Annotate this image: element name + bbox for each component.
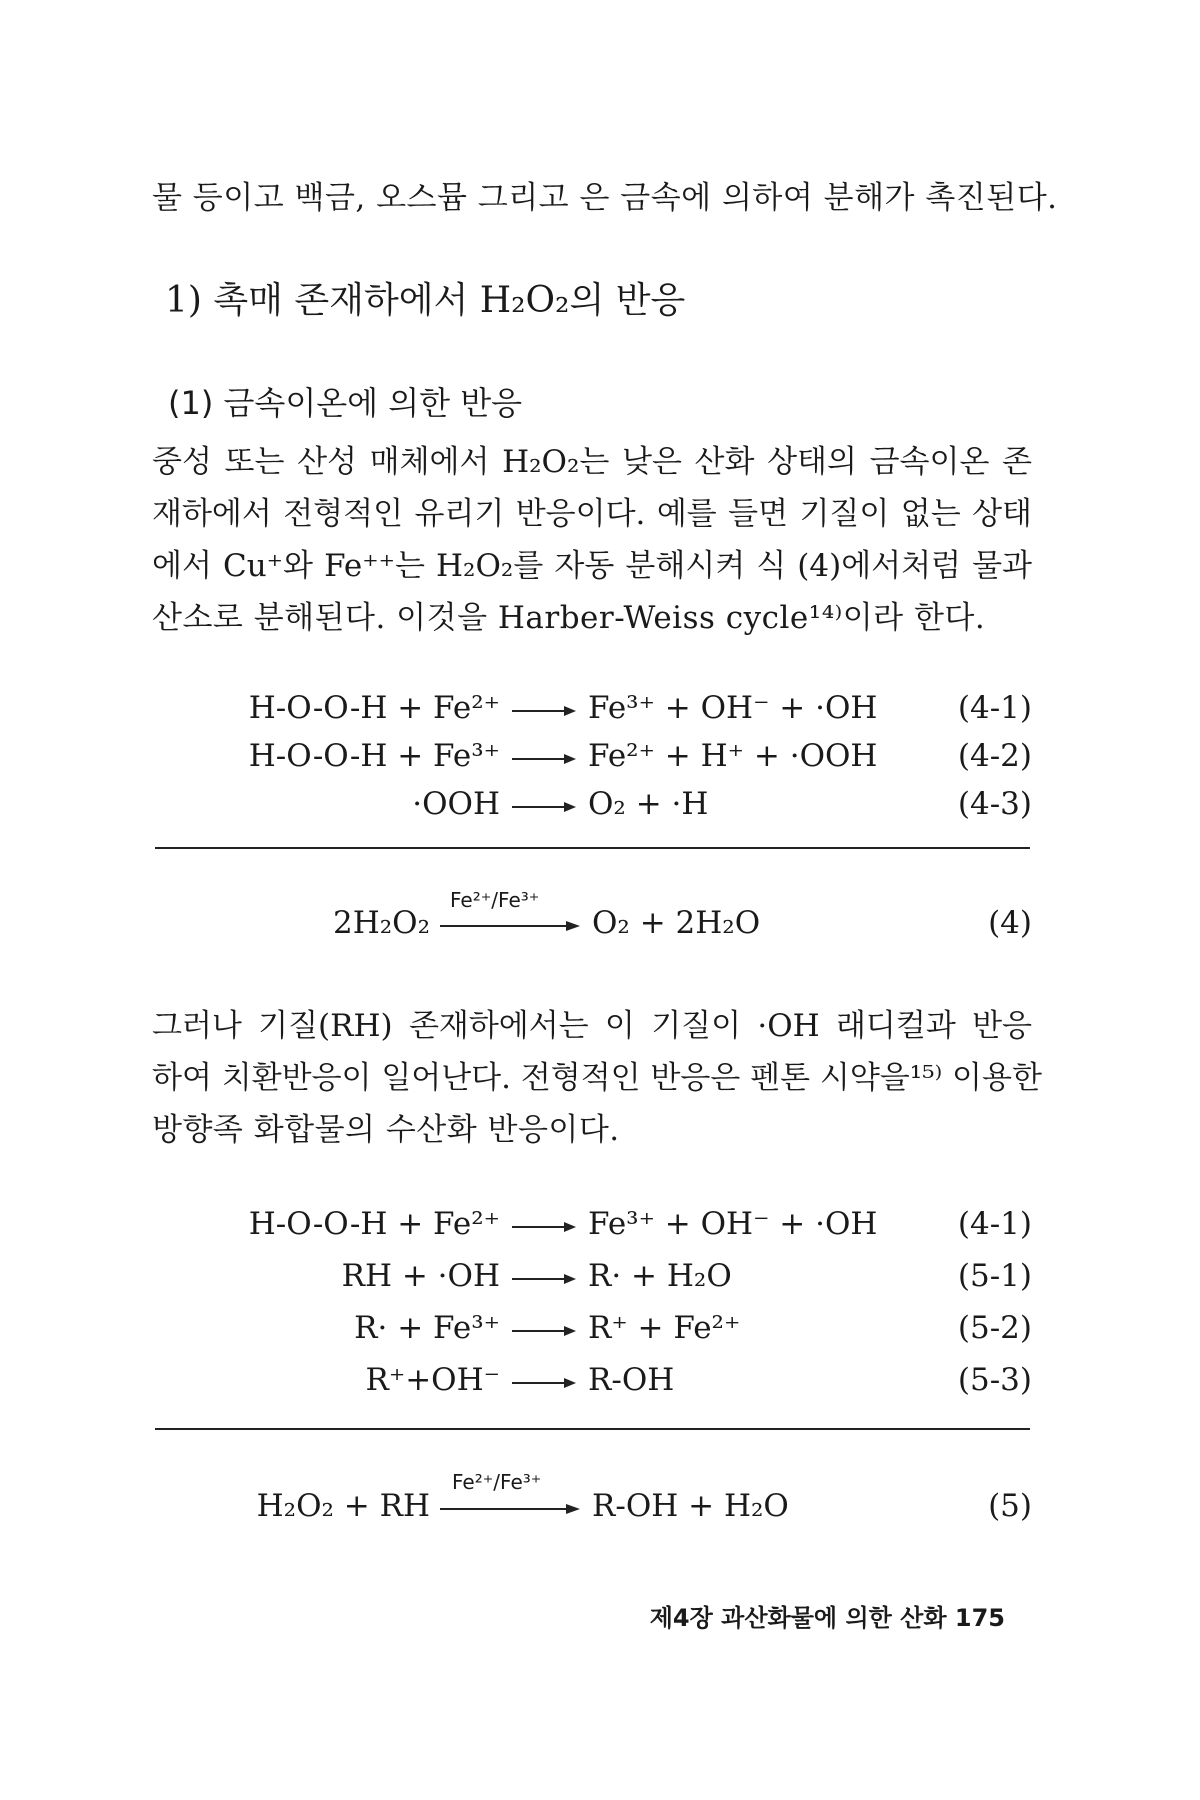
equation-number: (4-3) [957,786,1032,822]
reaction-arrow-icon [512,1206,576,1246]
equation-5-2-rhs: R⁺ + Fe²⁺ [588,1310,741,1346]
equation-5-1-lhs: RH + ·OH [341,1258,500,1294]
equation-divider [155,847,1030,849]
reaction-arrow-icon [512,786,576,826]
equation-4-2-rhs: Fe²⁺ + H⁺ + ·OOH [588,738,878,774]
paragraph2-line: 하여 치환반응이 일어난다. 전형적인 반응은 펜톤 시약을¹⁵⁾ 이용한 [152,1060,1042,1096]
equation-number: (4) [988,905,1032,941]
page-footer: 제4장 과산화물에 의한 산화 175 [649,1604,1005,1632]
equation-number: (5) [988,1488,1032,1524]
equation-4-1-lhs: H-O-O-H + Fe²⁺ [248,690,500,726]
equation-5-3-lhs: R⁺+OH⁻ [365,1362,500,1398]
equation-5-rhs: R-OH + H₂O [592,1488,789,1524]
equation-divider [155,1428,1030,1430]
reaction-arrow-icon [512,1310,576,1350]
equation-number: (4-2) [957,738,1032,774]
paragraph1-line: 산소로 분해된다. 이것을 Harber-Weiss cycle¹⁴⁾이라 한다. [152,600,986,636]
equation-number: (4-1) [957,690,1032,726]
section-heading: 1) 촉매 존재하에서 H₂O₂의 반응 [165,280,686,321]
reaction-arrow-icon [440,1488,580,1528]
reaction-arrow-icon [512,1362,576,1402]
equation-4-3-rhs: O₂ + ·H [588,786,709,822]
subsection-heading: (1) 금속이온에 의한 반응 [168,384,523,422]
equation-4-3-lhs: ·OOH [412,786,500,822]
reaction-arrow-icon [440,905,580,945]
paragraph2-line: 방향족 화합물의 수산화 반응이다. [152,1112,620,1148]
equation-4-rhs: O₂ + 2H₂O [592,905,761,941]
catalyst-label: Fe²⁺/Fe³⁺ [450,888,540,912]
equation-4-1-rhs: Fe³⁺ + OH⁻ + ·OH [588,1206,878,1242]
equation-4-2-lhs: H-O-O-H + Fe³⁺ [248,738,500,774]
equation-4-1-rhs: Fe³⁺ + OH⁻ + ·OH [588,690,878,726]
paragraph1-line: 중성 또는 산성 매체에서 H₂O₂는 낮은 산화 상태의 금속이온 존 [152,444,1032,480]
reaction-arrow-icon [512,738,576,778]
equation-number: (5-1) [957,1258,1032,1294]
equation-5-3-rhs: R-OH [588,1362,675,1398]
paragraph2-line: 그러나 기질(RH) 존재하에서는 이 기질이 ·OH 래디컬과 반응 [152,1008,1032,1044]
paragraph1-line: 에서 Cu⁺와 Fe⁺⁺는 H₂O₂를 자동 분해시켜 식 (4)에서처럼 물과 [152,548,1032,584]
catalyst-label: Fe²⁺/Fe³⁺ [452,1470,542,1494]
equation-number: (5-2) [957,1310,1032,1346]
reaction-arrow-icon [512,690,576,730]
equation-5-1-rhs: R· + H₂O [588,1258,732,1294]
paragraph1-line: 재하에서 전형적인 유리기 반응이다. 예를 들면 기질이 없는 상태 [152,496,1032,532]
equation-5-lhs: H₂O₂ + RH [256,1488,430,1524]
equation-4-lhs: 2H₂O₂ [332,905,430,941]
equation-number: (5-3) [957,1362,1032,1398]
intro-line: 물 등이고 백금, 오스뮴 그리고 은 금속에 의하여 분해가 촉진된다. [152,180,1058,216]
equation-5-2-lhs: R· + Fe³⁺ [354,1310,500,1346]
reaction-arrow-icon [512,1258,576,1298]
equation-number: (4-1) [957,1206,1032,1242]
equation-4-1-lhs: H-O-O-H + Fe²⁺ [248,1206,500,1242]
